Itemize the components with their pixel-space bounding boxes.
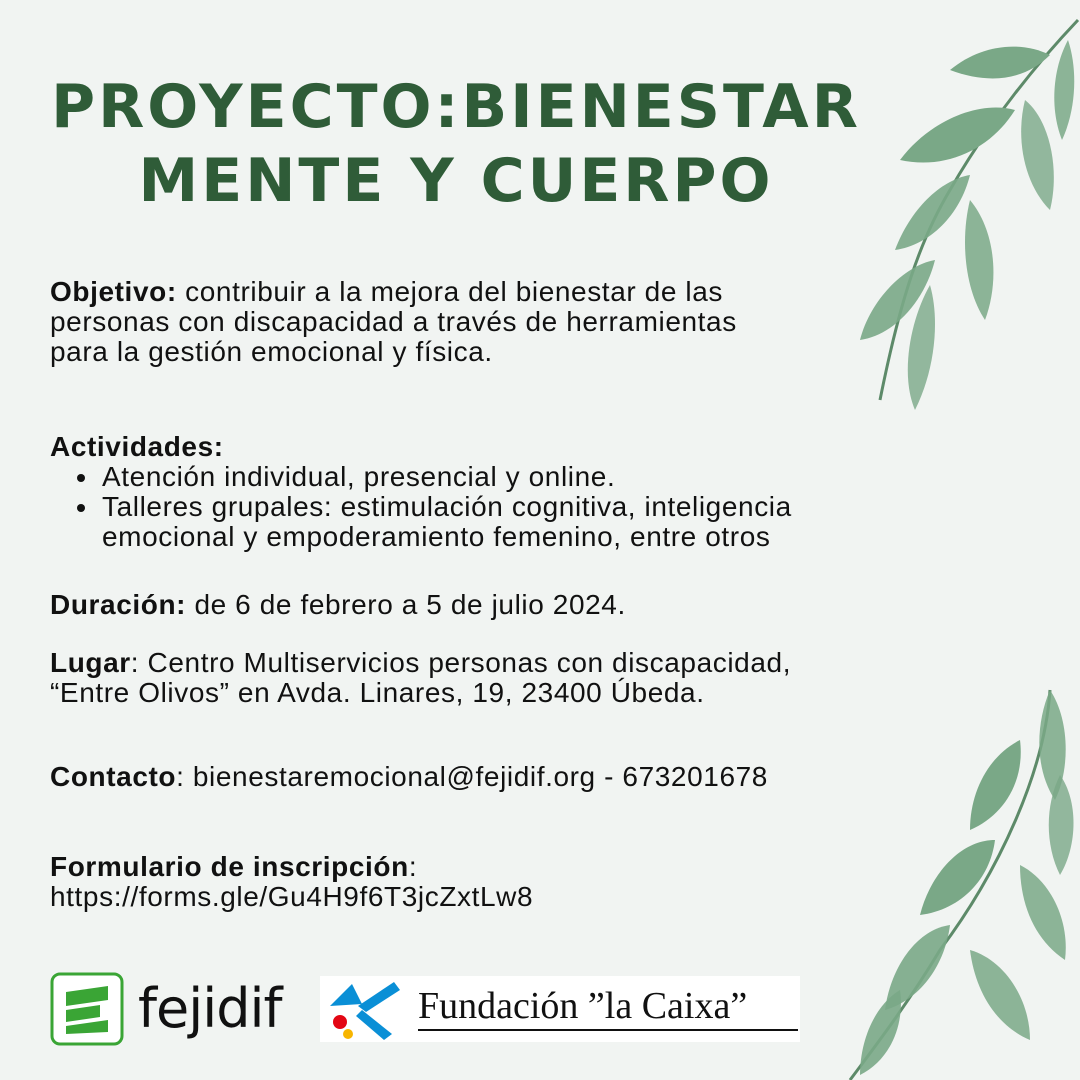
formulario-colon: :	[408, 851, 418, 882]
contacto-section	[50, 762, 810, 792]
list-item: • Atención individual, presencial y online.	[100, 462, 920, 492]
fejidif-logo	[50, 970, 280, 1050]
la-caixa-underline	[418, 1029, 798, 1031]
objetivo-text: contribuir a la mejora del bienestar de las personas con discapacidad a través de herramientas para la gestión emocional y física.	[50, 276, 737, 367]
actividades-label: Actividades:	[50, 431, 224, 462]
la-caixa-star-icon	[322, 976, 402, 1042]
duracion-text: de 6 de febrero a 5 de julio 2024.	[186, 589, 626, 620]
lugar-label: Lugar	[50, 647, 131, 678]
formulario-label: Formulario de inscripción	[50, 851, 409, 882]
contacto-text: : bienestaremocional@fejidif.org - 673201678	[176, 761, 768, 792]
duracion-label: Duración:	[50, 589, 187, 620]
fejidif-logo-mark-icon	[50, 972, 124, 1046]
formulario-url-link[interactable]: https://forms.gle/Gu4H9f6T3jcZxtLw8	[50, 881, 534, 912]
la-caixa-logo	[320, 976, 800, 1042]
fejidif-wordmark: fejidif	[138, 977, 282, 1040]
list-item: • Talleres grupales: estimulación cognitiva, inteligencia emocional y empoderamiento femenino, entre otros	[100, 492, 920, 552]
objetivo-section	[50, 277, 770, 367]
formulario-section	[50, 852, 920, 912]
page-title	[0, 70, 912, 218]
lugar-section	[50, 648, 810, 708]
title-line-1: PROYECTO:BIENESTAR	[51, 72, 861, 142]
actividades-section	[50, 432, 920, 552]
la-caixa-wordmark: Fundación ”la Caixa”	[418, 985, 748, 1027]
duracion-section	[50, 590, 920, 620]
contacto-label: Contacto	[50, 761, 177, 792]
actividades-list	[50, 462, 920, 552]
title-line-2: MENTE Y CUERPO	[138, 146, 774, 216]
objetivo-label: Objetivo:	[50, 276, 177, 307]
lugar-text: : Centro Multiservicios personas con discapacidad, “Entre Olivos” en Avda. Linares, 19, 23400 Úbeda.	[50, 647, 792, 708]
